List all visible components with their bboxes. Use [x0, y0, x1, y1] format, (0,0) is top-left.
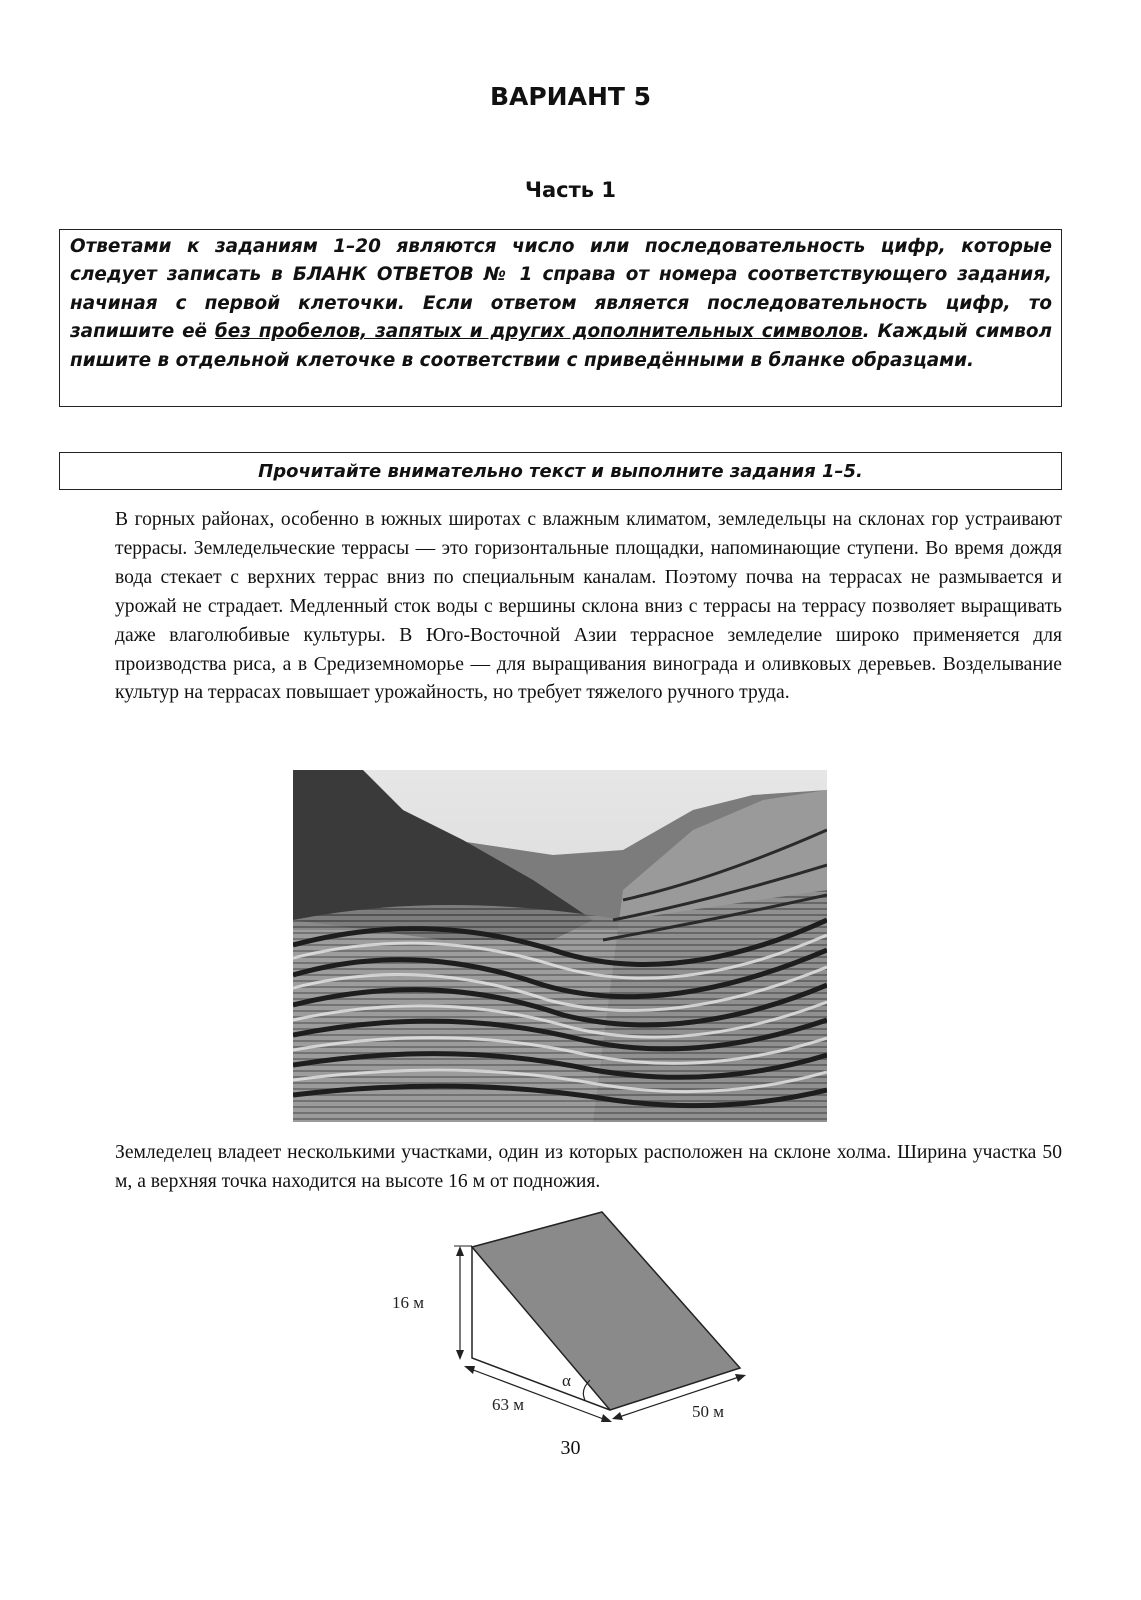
- page-number: 30: [560, 1437, 581, 1459]
- read-prompt-box: [59, 452, 1062, 490]
- part-title: Часть 1: [525, 178, 616, 202]
- slope-plot-diagram: [380, 1200, 780, 1440]
- instructions-underlined: без пробелов, запятых и других дополнительных символов: [214, 321, 863, 343]
- slope-surface: [472, 1212, 740, 1410]
- task-paragraph: Земледелец владеет несколькими участками, один из которых расположен на склоне холма. Ширина участка 50 м, а верхняя точка находится на высоте 16 м от подножия.: [115, 1142, 1062, 1192]
- height-label: 16 м: [392, 1293, 425, 1312]
- rice-terraces-photo: [293, 770, 827, 1122]
- base-label: 63 м: [492, 1395, 525, 1414]
- intro-paragraph: В горных районах, особенно в южных широтах с влажным климатом, земледельцы на склонах гор устраивают террасы. Земледельческие террасы — это горизонтальные площадки, напоминающие ступени. Во время дождя вода стекает с верхних террас вниз по специальным каналам. Поэтому почва на террасах не размывается и урожай не страдает. Медленный сток воды с вершины склона вниз с террасы на террасу позволяет выращивать даже влаголюбивые культуры. В Юго-Восточной Азии террасное земледелие широко применяется для производства риса, а в Средиземноморье — для выращивания винограда и оливковых деревьев. Возделывание культур на террасах повышает урожайность, но требует тяжелого ручного труда.: [115, 509, 1062, 704]
- width-label: 50 м: [692, 1402, 725, 1421]
- variant-title: ВАРИАНТ 5: [489, 82, 652, 111]
- instructions-text: [70, 233, 1052, 375]
- instructions-text-part1: Ответами к заданиям 1–20 являются число или последовательность цифр, которые следует записать в БЛАНК ОТВЕТОВ № 1 справа от номера соответствующего задания, начиная с первой клеточки. Если ответом является последовательность цифр, то запишите её: [70, 236, 1052, 343]
- instructions-text-part2: . Каждый символ пишите в отдельной клеточке в соответствии с приведёнными в бланке образцами.: [70, 321, 1052, 371]
- read-prompt: Прочитайте внимательно текст и выполните задания 1–5.: [258, 460, 863, 482]
- angle-label: α: [562, 1371, 571, 1390]
